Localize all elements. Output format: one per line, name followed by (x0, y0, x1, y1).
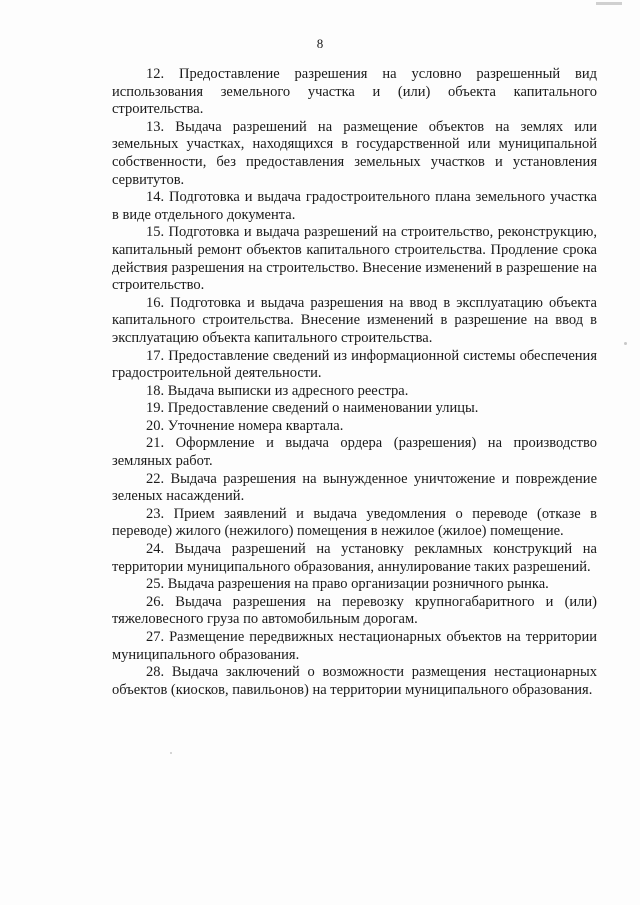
scan-speck (624, 342, 627, 345)
list-item: 27. Размещение передвижных нестационарных объектов на территории муниципального образования. (112, 629, 597, 663)
list-item: 19. Предоставление сведений о наименовании улицы. (146, 400, 479, 417)
list-item: 25. Выдача разрешения на право организации розничного рынка. (146, 576, 549, 593)
list-item: 26. Выдача разрешения на перевозку крупногабаритного и (или) тяжеловесного груза по автомобильным дорогам. (112, 593, 597, 628)
list-item: 17. Предоставление сведений из информационной системы обеспечения градостроительной деятельности. (112, 347, 597, 382)
list-item: 24. Выдача разрешений на установку рекламных конструкций на территории муниципального образования, аннулирование таких разрешений. (112, 541, 597, 575)
list-item: 21. Оформление и выдача ордера (разрешения) на производство земляных работ. (112, 435, 597, 470)
list-item: 28. Выдача заключений о возможности размещения нестационарных объектов (киосков, павильонов) на территории муниципального образования. (112, 664, 597, 698)
list-item: 14. Подготовка и выдача градостроительного плана земельного участка в виде отдельного документа. (112, 189, 597, 223)
page-number: 8 (316, 36, 324, 51)
scan-artifact (596, 2, 622, 5)
document-body (112, 66, 597, 699)
list-item: 13. Выдача разрешений на размещение объектов на землях или земельных участках, находящихся в государственной или муниципальной собственности, без предоставления земельных участков и установления сервитутов. (112, 118, 597, 188)
list-item: 16. Подготовка и выдача разрешения на ввод в эксплуатацию объекта капитального строительства. Внесение изменений в разрешение на ввод в эксплуатацию объекта капитального строительства. (112, 294, 597, 346)
scan-speck (170, 752, 172, 754)
list-item: 23. Прием заявлений и выдача уведомления о переводе (отказе в переводе) жилого (нежилого) помещения в нежилое (жилое) помещение. (112, 505, 597, 540)
list-item: 20. Уточнение номера квартала. (146, 417, 344, 434)
list-item: 22. Выдача разрешения на вынужденное уничтожение и повреждение зеленых насаждений. (112, 470, 597, 505)
list-item: 15. Подготовка и выдача разрешений на строительство, реконструкцию, капитальный ремонт объектов капитального строительства. Продление срока действия разрешения на строительство. Внесение изменений в разрешение на строительство. (112, 224, 597, 294)
list-item: 18. Выдача выписки из адресного реестра. (146, 382, 409, 399)
list-item: 12. Предоставление разрешения на условно разрешенный вид использования земельного участка и (или) объекта капитального строительства. (112, 66, 597, 118)
